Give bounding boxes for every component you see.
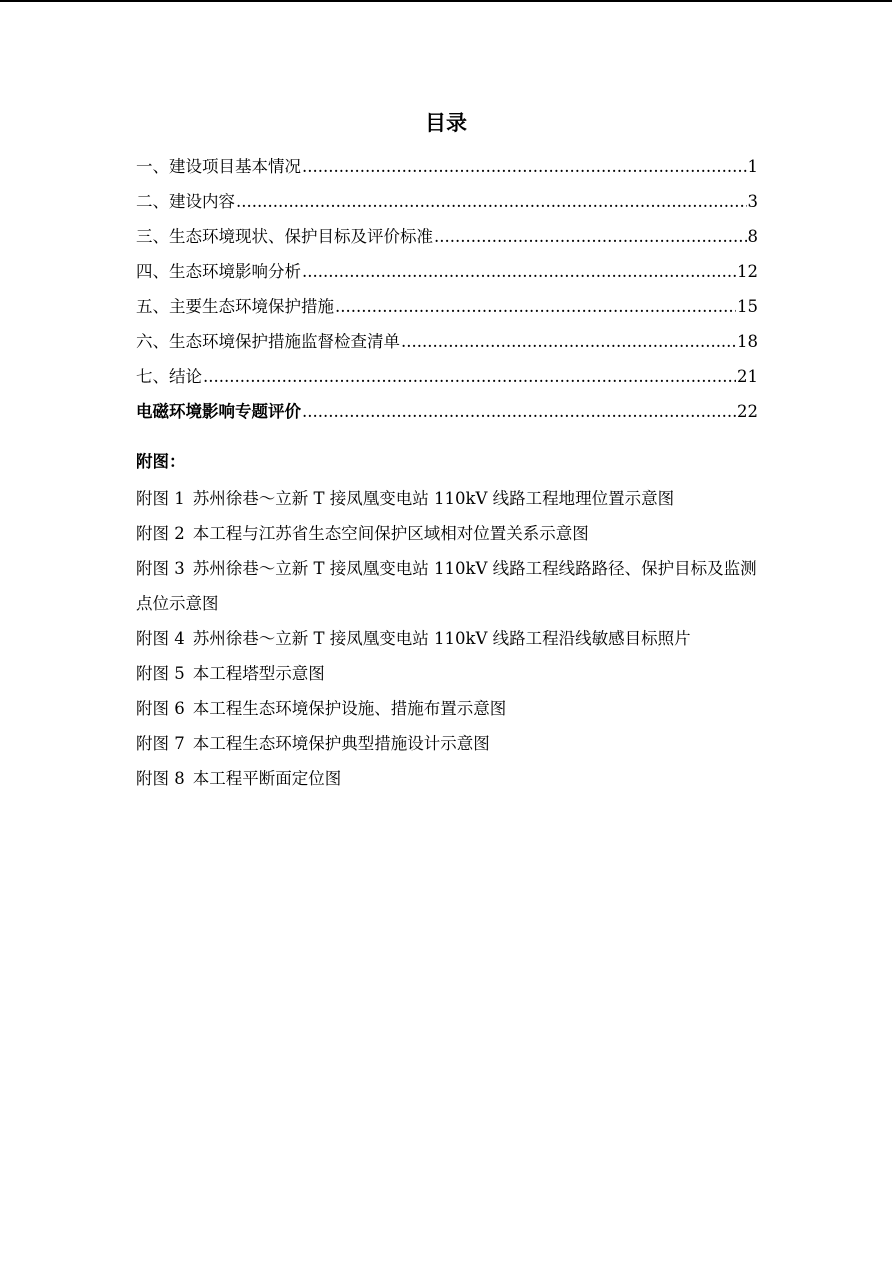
table-of-contents (136, 149, 758, 429)
toc-dot-leader (203, 359, 736, 394)
toc-dot-leader (302, 254, 736, 289)
figure-caption: 苏州徐巷～立新 T 接凤凰变电站 110kV 线路工程沿线敏感目标照片 (192, 629, 691, 648)
figure-item (136, 621, 766, 656)
figure-caption: 本工程与江苏省生态空间保护区域相对位置关系示意图 (192, 524, 589, 543)
figure-number: 附图 8 (136, 769, 185, 788)
toc-page-number: 21 (737, 367, 758, 386)
figure-item (136, 551, 766, 621)
toc-entry-label: 四、生态环境影响分析 (136, 262, 301, 281)
toc-dot-leader (302, 394, 736, 429)
figure-number: 附图 1 (136, 489, 185, 508)
figures-heading: 附图： (136, 452, 186, 471)
toc-entry[interactable] (136, 184, 758, 219)
toc-page-number: 15 (737, 297, 758, 316)
toc-entry-label: 一、建设项目基本情况 (136, 157, 301, 176)
figure-caption: 本工程塔型示意图 (192, 664, 325, 683)
figure-item (136, 761, 766, 796)
figures-list (136, 481, 766, 796)
figure-number: 附图 2 (136, 524, 185, 543)
toc-page-number: 12 (737, 262, 758, 281)
toc-entry-label: 三、生态环境现状、保护目标及评价标准 (136, 227, 433, 246)
figure-number: 附图 5 (136, 664, 185, 683)
figure-item (136, 481, 766, 516)
page-top-border (0, 0, 892, 2)
toc-dot-leader (302, 149, 747, 184)
toc-entry[interactable] (136, 289, 758, 324)
toc-entry-electromagnetic[interactable] (136, 394, 758, 429)
toc-dot-leader (236, 184, 747, 219)
toc-entry[interactable] (136, 149, 758, 184)
toc-entry-label: 六、生态环境保护措施监督检查清单 (136, 332, 400, 351)
figure-caption: 本工程生态环境保护设施、措施布置示意图 (192, 699, 507, 718)
page-title: 目录 (425, 110, 467, 135)
toc-page-number: 3 (747, 192, 758, 211)
toc-page-number: 8 (747, 227, 758, 246)
figure-item (136, 726, 766, 761)
toc-entry-label: 电磁环境影响专题评价 (136, 402, 301, 421)
toc-entry-label: 七、结论 (136, 367, 202, 386)
figure-number: 附图 4 (136, 629, 185, 648)
toc-page-number: 22 (737, 402, 758, 421)
figure-number: 附图 3 (136, 559, 185, 578)
toc-dot-leader (401, 324, 736, 359)
toc-page-number: 18 (737, 332, 758, 351)
toc-dot-leader (335, 289, 736, 324)
figure-caption: 本工程生态环境保护典型措施设计示意图 (192, 734, 490, 753)
toc-page-number: 1 (747, 157, 758, 176)
figure-number: 附图 6 (136, 699, 185, 718)
figure-item (136, 656, 766, 691)
figure-number: 附图 7 (136, 734, 185, 753)
figure-item (136, 691, 766, 726)
toc-entry-label: 五、主要生态环境保护措施 (136, 297, 334, 316)
toc-entry[interactable] (136, 219, 758, 254)
figure-item (136, 516, 766, 551)
toc-dot-leader (434, 219, 747, 254)
figure-caption: 苏州徐巷～立新 T 接凤凰变电站 110kV 线路工程线路路径、保护目标及监测点位示意图 (136, 559, 757, 613)
toc-entry[interactable] (136, 324, 758, 359)
figure-caption: 苏州徐巷～立新 T 接凤凰变电站 110kV 线路工程地理位置示意图 (192, 489, 675, 508)
toc-entry[interactable] (136, 359, 758, 394)
figure-caption: 本工程平断面定位图 (192, 769, 342, 788)
toc-entry-label: 二、建设内容 (136, 192, 235, 211)
toc-entry[interactable] (136, 254, 758, 289)
